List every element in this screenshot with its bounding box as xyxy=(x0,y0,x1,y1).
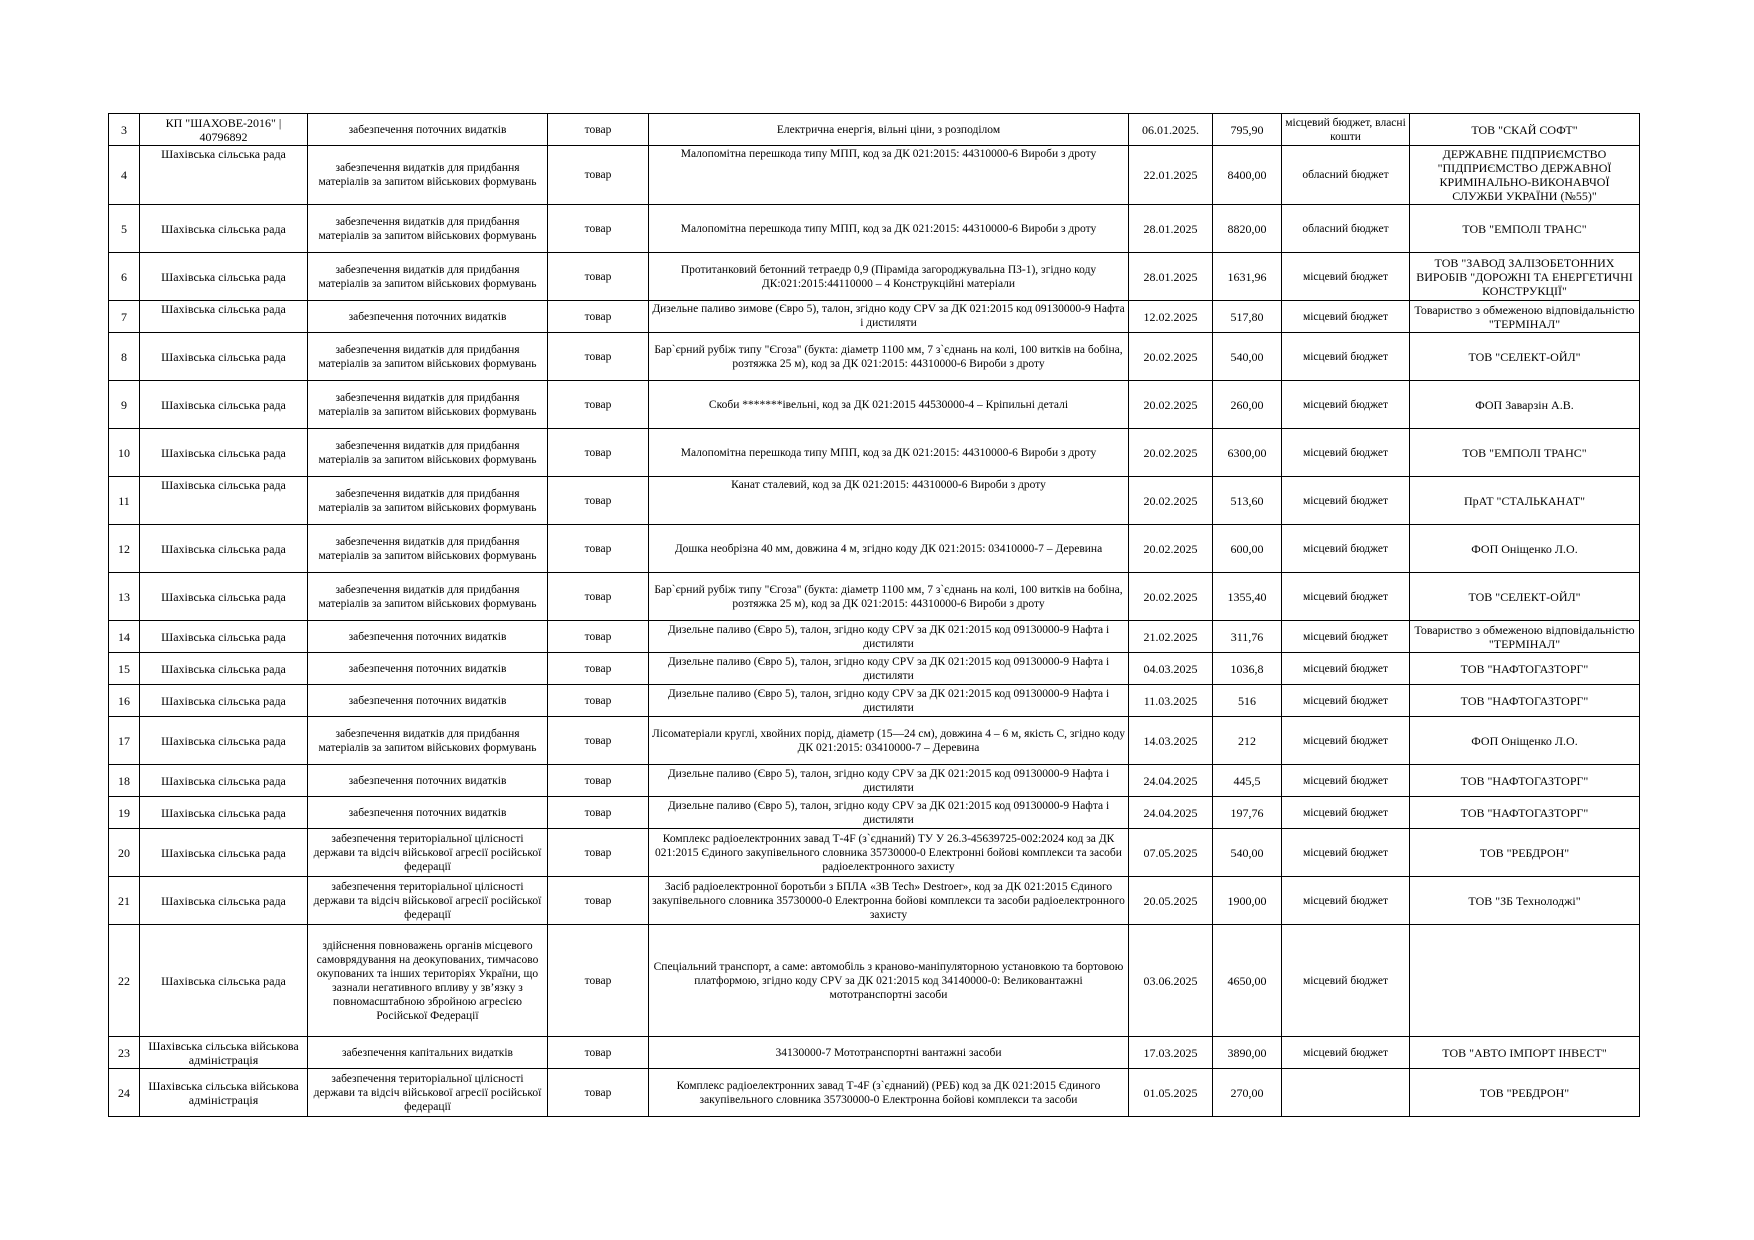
supplier-cell: ФОП Оніщенко Л.О. xyxy=(1410,717,1640,765)
supplier-cell: ТОВ "НАФТОГАЗТОРГ" xyxy=(1410,685,1640,717)
table-row xyxy=(109,1069,1640,1117)
date-cell: 06.01.2025. xyxy=(1129,114,1213,146)
subject-cell: Комплекс радіоелектронних завад Т-4F (з`єднаний) (РЕБ) код за ДК 021:2015 Єдиного закупівельного словника 35730000-0 Електронна бойові комплекси та засоби xyxy=(649,1069,1129,1117)
amount-cell: 1900,00 xyxy=(1213,877,1282,925)
amount-cell: 1631,96 xyxy=(1213,253,1282,301)
customer-cell: Шахівська сільська рада xyxy=(140,525,308,573)
supplier-cell: ТОВ "НАФТОГАЗТОРГ" xyxy=(1410,765,1640,797)
customer-cell: Шахівська сільська рада xyxy=(140,146,308,205)
supplier-cell: ТОВ "АВТО ІМПОРТ ІНВЕСТ" xyxy=(1410,1037,1640,1069)
row-number: 7 xyxy=(109,301,140,333)
row-number: 11 xyxy=(109,477,140,525)
subject-cell: Бар`єрний рубіж типу "Єгоза" (букта: діаметр 1100 мм, 7 з`єднань на колі, 100 витків на бобіна, розтяжка 25 м), код за ДК 021:2015: 44310000-6 Вироби з дроту xyxy=(649,333,1129,381)
funding-source-cell: місцевий бюджет xyxy=(1282,333,1410,381)
supplier-cell: ТОВ "ЕМПОЛІ ТРАНС" xyxy=(1410,429,1640,477)
table-row xyxy=(109,477,1640,525)
date-cell: 03.06.2025 xyxy=(1129,925,1213,1037)
date-cell: 24.04.2025 xyxy=(1129,765,1213,797)
funding-source-cell: місцевий бюджет xyxy=(1282,877,1410,925)
subject-cell: Малопомітна перешкода типу МПП, код за ДК 021:2015: 44310000-6 Вироби з дроту xyxy=(649,146,1129,205)
amount-cell: 8400,00 xyxy=(1213,146,1282,205)
procurement-table xyxy=(108,113,1640,1117)
funding-source-cell: місцевий бюджет xyxy=(1282,429,1410,477)
table-body xyxy=(109,114,1640,1117)
date-cell: 24.04.2025 xyxy=(1129,797,1213,829)
customer-cell: Шахівська сільська рада xyxy=(140,925,308,1037)
purpose-cell: забезпечення видатків для придбання матеріалів за запитом військових формувань xyxy=(308,525,548,573)
type-cell: товар xyxy=(548,925,649,1037)
type-cell: товар xyxy=(548,429,649,477)
table-row xyxy=(109,301,1640,333)
customer-cell: Шахівська сільська рада xyxy=(140,621,308,653)
type-cell: товар xyxy=(548,877,649,925)
amount-cell: 795,90 xyxy=(1213,114,1282,146)
date-cell: 07.05.2025 xyxy=(1129,829,1213,877)
amount-cell: 270,00 xyxy=(1213,1069,1282,1117)
supplier-cell: ТОВ "СЕЛЕКТ-ОЙЛ" xyxy=(1410,573,1640,621)
subject-cell: Комплекс радіоелектронних завад Т-4F (з`єднаний) ТУ У 26.3-45639725-002:2024 код за ДК 021:2015 Єдиного закупівельного словника 35730000-0 Електронні бойові комплекси та засоби радіоелектронного захисту xyxy=(649,829,1129,877)
date-cell: 28.01.2025 xyxy=(1129,205,1213,253)
customer-cell: КП "ШАХОВЕ-2016" | 40796892 xyxy=(140,114,308,146)
type-cell: товар xyxy=(548,621,649,653)
table-row xyxy=(109,797,1640,829)
funding-source-cell: місцевий бюджет xyxy=(1282,765,1410,797)
type-cell: товар xyxy=(548,146,649,205)
purpose-cell: забезпечення видатків для придбання матеріалів за запитом військових формувань xyxy=(308,573,548,621)
purpose-cell: забезпечення територіальної цілісності держави та відсіч військової агресії російської федерації xyxy=(308,1069,548,1117)
amount-cell: 1036,8 xyxy=(1213,653,1282,685)
subject-cell: Малопомітна перешкода типу МПП, код за ДК 021:2015: 44310000-6 Вироби з дроту xyxy=(649,429,1129,477)
type-cell: товар xyxy=(548,829,649,877)
row-number: 23 xyxy=(109,1037,140,1069)
amount-cell: 600,00 xyxy=(1213,525,1282,573)
amount-cell: 6300,00 xyxy=(1213,429,1282,477)
supplier-cell: ТОВ "ЗБ Технолоджі" xyxy=(1410,877,1640,925)
table-row xyxy=(109,1037,1640,1069)
purpose-cell: забезпечення поточних видатків xyxy=(308,301,548,333)
customer-cell: Шахівська сільська рада xyxy=(140,829,308,877)
subject-cell: Лісоматеріали круглі, хвойних порід, діаметр (15—24 см), довжина 4 – 6 м, якість С, згідно коду ДК 021:2015: 03410000-7 – Деревина xyxy=(649,717,1129,765)
date-cell: 20.02.2025 xyxy=(1129,573,1213,621)
amount-cell: 540,00 xyxy=(1213,829,1282,877)
funding-source-cell: місцевий бюджет, власні кошти xyxy=(1282,114,1410,146)
date-cell: 28.01.2025 xyxy=(1129,253,1213,301)
subject-cell: Електрична енергія, вільні ціни, з розподілом xyxy=(649,114,1129,146)
funding-source-cell: місцевий бюджет xyxy=(1282,685,1410,717)
purpose-cell: забезпечення поточних видатків xyxy=(308,114,548,146)
subject-cell: Дошка необрізна 40 мм, довжина 4 м, згідно коду ДК 021:2015: 03410000-7 – Деревина xyxy=(649,525,1129,573)
type-cell: товар xyxy=(548,525,649,573)
subject-cell: Дизельне паливо (Євро 5), талон, згідно коду CPV за ДК 021:2015 код 09130000-9 Нафта і дистиляти xyxy=(649,621,1129,653)
funding-source-cell: місцевий бюджет xyxy=(1282,797,1410,829)
table-row xyxy=(109,653,1640,685)
customer-cell: Шахівська сільська військова адміністрація xyxy=(140,1037,308,1069)
supplier-cell: Товариство з обмеженою відповідальністю "ТЕРМІНАЛ" xyxy=(1410,301,1640,333)
purpose-cell: забезпечення видатків для придбання матеріалів за запитом військових формувань xyxy=(308,205,548,253)
funding-source-cell: місцевий бюджет xyxy=(1282,925,1410,1037)
type-cell: товар xyxy=(548,333,649,381)
amount-cell: 540,00 xyxy=(1213,333,1282,381)
table-row xyxy=(109,829,1640,877)
date-cell: 20.02.2025 xyxy=(1129,429,1213,477)
type-cell: товар xyxy=(548,1069,649,1117)
table-row xyxy=(109,429,1640,477)
purpose-cell: забезпечення видатків для придбання матеріалів за запитом військових формувань xyxy=(308,717,548,765)
table-row xyxy=(109,333,1640,381)
funding-source-cell: місцевий бюджет xyxy=(1282,829,1410,877)
type-cell: товар xyxy=(548,1037,649,1069)
row-number: 21 xyxy=(109,877,140,925)
table-row xyxy=(109,717,1640,765)
funding-source-cell xyxy=(1282,1069,1410,1117)
type-cell: товар xyxy=(548,205,649,253)
date-cell: 21.02.2025 xyxy=(1129,621,1213,653)
row-number: 5 xyxy=(109,205,140,253)
date-cell: 20.02.2025 xyxy=(1129,381,1213,429)
type-cell: товар xyxy=(548,301,649,333)
subject-cell: Малопомітна перешкода типу МПП, код за ДК 021:2015: 44310000-6 Вироби з дроту xyxy=(649,205,1129,253)
customer-cell: Шахівська сільська рада xyxy=(140,653,308,685)
table-row xyxy=(109,205,1640,253)
customer-cell: Шахівська сільська рада xyxy=(140,429,308,477)
supplier-cell: ТОВ "ЕМПОЛІ ТРАНС" xyxy=(1410,205,1640,253)
supplier-cell: ДЕРЖАВНЕ ПІДПРИЄМСТВО "ПІДПРИЄМСТВО ДЕРЖАВНОЇ КРИМІНАЛЬНО-ВИКОНАВЧОЇ СЛУЖБИ УКРАЇНИ (№55)" xyxy=(1410,146,1640,205)
row-number: 8 xyxy=(109,333,140,381)
row-number: 3 xyxy=(109,114,140,146)
subject-cell: Дизельне паливо (Євро 5), талон, згідно коду CPV за ДК 021:2015 код 09130000-9 Нафта і дистиляти xyxy=(649,685,1129,717)
purpose-cell: забезпечення видатків для придбання матеріалів за запитом військових формувань xyxy=(308,477,548,525)
table-row xyxy=(109,765,1640,797)
subject-cell: Дизельне паливо (Євро 5), талон, згідно коду CPV за ДК 021:2015 код 09130000-9 Нафта і дистиляти xyxy=(649,797,1129,829)
row-number: 13 xyxy=(109,573,140,621)
date-cell: 20.02.2025 xyxy=(1129,477,1213,525)
subject-cell: Протитанковий бетонний тетраедр 0,9 (Піраміда загороджувальна ПЗ-1), згідно коду ДК:021:2015:44110000 – 4 Конструкційні матеріали xyxy=(649,253,1129,301)
type-cell: товар xyxy=(548,114,649,146)
date-cell: 14.03.2025 xyxy=(1129,717,1213,765)
row-number: 22 xyxy=(109,925,140,1037)
supplier-cell: ТОВ "СЕЛЕКТ-ОЙЛ" xyxy=(1410,333,1640,381)
date-cell: 22.01.2025 xyxy=(1129,146,1213,205)
type-cell: товар xyxy=(548,685,649,717)
row-number: 24 xyxy=(109,1069,140,1117)
type-cell: товар xyxy=(548,765,649,797)
table-row xyxy=(109,381,1640,429)
customer-cell: Шахівська сільська рада xyxy=(140,765,308,797)
customer-cell: Шахівська сільська рада xyxy=(140,253,308,301)
row-number: 9 xyxy=(109,381,140,429)
type-cell: товар xyxy=(548,653,649,685)
supplier-cell: ТОВ "СКАЙ СОФТ" xyxy=(1410,114,1640,146)
row-number: 10 xyxy=(109,429,140,477)
funding-source-cell: місцевий бюджет xyxy=(1282,381,1410,429)
supplier-cell: ТОВ "РЕБДРОН" xyxy=(1410,1069,1640,1117)
subject-cell: Дизельне паливо (Євро 5), талон, згідно коду CPV за ДК 021:2015 код 09130000-9 Нафта і дистиляти xyxy=(649,765,1129,797)
table-row xyxy=(109,525,1640,573)
date-cell: 01.05.2025 xyxy=(1129,1069,1213,1117)
row-number: 19 xyxy=(109,797,140,829)
subject-cell: Засіб радіоелектронної боротьби з БПЛА «ЗВ Tech» Destroer», код за ДК 021:2015 Єдиного закупівельного словника 35730000-0 Електронна бойові комплекси та засоби радіоелектронного захисту xyxy=(649,877,1129,925)
row-number: 15 xyxy=(109,653,140,685)
purpose-cell: забезпечення поточних видатків xyxy=(308,797,548,829)
table-row xyxy=(109,253,1640,301)
amount-cell: 4650,00 xyxy=(1213,925,1282,1037)
date-cell: 04.03.2025 xyxy=(1129,653,1213,685)
supplier-cell xyxy=(1410,925,1640,1037)
table-row xyxy=(109,146,1640,205)
purpose-cell: забезпечення поточних видатків xyxy=(308,685,548,717)
funding-source-cell: місцевий бюджет xyxy=(1282,621,1410,653)
supplier-cell: Товариство з обмеженою відповідальністю "ТЕРМІНАЛ" xyxy=(1410,621,1640,653)
customer-cell: Шахівська сільська рада xyxy=(140,381,308,429)
subject-cell: Дизельне паливо зимове (Євро 5), талон, згідно коду CPV за ДК 021:2015 код 09130000-9 Нафта і дистиляти xyxy=(649,301,1129,333)
type-cell: товар xyxy=(548,381,649,429)
table-row xyxy=(109,685,1640,717)
row-number: 14 xyxy=(109,621,140,653)
row-number: 18 xyxy=(109,765,140,797)
purpose-cell: забезпечення територіальної цілісності держави та відсіч військової агресії російської федерації xyxy=(308,829,548,877)
purpose-cell: забезпечення територіальної цілісності держави та відсіч військової агресії російської федерації xyxy=(308,877,548,925)
amount-cell: 517,80 xyxy=(1213,301,1282,333)
type-cell: товар xyxy=(548,573,649,621)
supplier-cell: ТОВ "РЕБДРОН" xyxy=(1410,829,1640,877)
funding-source-cell: місцевий бюджет xyxy=(1282,653,1410,685)
purpose-cell: забезпечення поточних видатків xyxy=(308,621,548,653)
amount-cell: 445,5 xyxy=(1213,765,1282,797)
funding-source-cell: місцевий бюджет xyxy=(1282,253,1410,301)
date-cell: 20.02.2025 xyxy=(1129,333,1213,381)
row-number: 12 xyxy=(109,525,140,573)
supplier-cell: ПрАТ "СТАЛЬКАНАТ" xyxy=(1410,477,1640,525)
supplier-cell: ТОВ "НАФТОГАЗТОРГ" xyxy=(1410,653,1640,685)
purpose-cell: забезпечення видатків для придбання матеріалів за запитом військових формувань xyxy=(308,429,548,477)
customer-cell: Шахівська сільська рада xyxy=(140,573,308,621)
funding-source-cell: місцевий бюджет xyxy=(1282,573,1410,621)
table-row xyxy=(109,877,1640,925)
table-row xyxy=(109,925,1640,1037)
type-cell: товар xyxy=(548,717,649,765)
purpose-cell: забезпечення капітальних видатків xyxy=(308,1037,548,1069)
row-number: 4 xyxy=(109,146,140,205)
subject-cell: Канат сталевий, код за ДК 021:2015: 44310000-6 Вироби з дроту xyxy=(649,477,1129,525)
type-cell: товар xyxy=(548,797,649,829)
row-number: 6 xyxy=(109,253,140,301)
type-cell: товар xyxy=(548,477,649,525)
supplier-cell: ТОВ "ЗАВОД ЗАЛІЗОБЕТОННИХ ВИРОБІВ "ДОРОЖНІ ТА ЕНЕРГЕТИЧНІ КОНСТРУКЦІЇ" xyxy=(1410,253,1640,301)
customer-cell: Шахівська сільська рада xyxy=(140,477,308,525)
subject-cell: Скоби *******івельні, код за ДК 021:2015 44530000-4 – Кріпильні деталі xyxy=(649,381,1129,429)
table-row xyxy=(109,573,1640,621)
amount-cell: 3890,00 xyxy=(1213,1037,1282,1069)
customer-cell: Шахівська сільська рада xyxy=(140,797,308,829)
date-cell: 20.05.2025 xyxy=(1129,877,1213,925)
row-number: 20 xyxy=(109,829,140,877)
purpose-cell: забезпечення видатків для придбання матеріалів за запитом військових формувань xyxy=(308,253,548,301)
funding-source-cell: місцевий бюджет xyxy=(1282,1037,1410,1069)
amount-cell: 8820,00 xyxy=(1213,205,1282,253)
amount-cell: 513,60 xyxy=(1213,477,1282,525)
funding-source-cell: місцевий бюджет xyxy=(1282,717,1410,765)
amount-cell: 197,76 xyxy=(1213,797,1282,829)
row-number: 16 xyxy=(109,685,140,717)
funding-source-cell: місцевий бюджет xyxy=(1282,525,1410,573)
amount-cell: 311,76 xyxy=(1213,621,1282,653)
customer-cell: Шахівська сільська рада xyxy=(140,301,308,333)
supplier-cell: ФОП Оніщенко Л.О. xyxy=(1410,525,1640,573)
supplier-cell: ФОП Заварзін А.В. xyxy=(1410,381,1640,429)
funding-source-cell: місцевий бюджет xyxy=(1282,477,1410,525)
amount-cell: 516 xyxy=(1213,685,1282,717)
funding-source-cell: місцевий бюджет xyxy=(1282,301,1410,333)
purpose-cell: забезпечення видатків для придбання матеріалів за запитом військових формувань xyxy=(308,381,548,429)
amount-cell: 212 xyxy=(1213,717,1282,765)
customer-cell: Шахівська сільська рада xyxy=(140,877,308,925)
customer-cell: Шахівська сільська рада xyxy=(140,333,308,381)
type-cell: товар xyxy=(548,253,649,301)
date-cell: 17.03.2025 xyxy=(1129,1037,1213,1069)
customer-cell: Шахівська сільська військова адміністрація xyxy=(140,1069,308,1117)
subject-cell: 34130000-7 Мототранспортні вантажні засоби xyxy=(649,1037,1129,1069)
amount-cell: 1355,40 xyxy=(1213,573,1282,621)
subject-cell: Бар`єрний рубіж типу "Єгоза" (букта: діаметр 1100 мм, 7 з`єднань на колі, 100 витків на бобіна, розтяжка 25 м), код за ДК 021:2015: 44310000-6 Вироби з дроту xyxy=(649,573,1129,621)
amount-cell: 260,00 xyxy=(1213,381,1282,429)
row-number: 17 xyxy=(109,717,140,765)
table-row xyxy=(109,114,1640,146)
purpose-cell: здійснення повноважень органів місцевого самоврядування на деокупованих, тимчасово окупованих та інших територіях України, що зазнали негативного впливу у зв’язку з повномасштабною збройною агресією Російської Федерації xyxy=(308,925,548,1037)
purpose-cell: забезпечення поточних видатків xyxy=(308,765,548,797)
table-row xyxy=(109,621,1640,653)
date-cell: 20.02.2025 xyxy=(1129,525,1213,573)
purpose-cell: забезпечення видатків для придбання матеріалів за запитом військових формувань xyxy=(308,146,548,205)
subject-cell: Дизельне паливо (Євро 5), талон, згідно коду CPV за ДК 021:2015 код 09130000-9 Нафта і дистиляти xyxy=(649,653,1129,685)
purpose-cell: забезпечення видатків для придбання матеріалів за запитом військових формувань xyxy=(308,333,548,381)
funding-source-cell: обласний бюджет xyxy=(1282,205,1410,253)
subject-cell: Спеціальний транспорт, а саме: автомобіль з краново-маніпуляторною установкою та бортовою платформою, згідно коду CPV за ДК 021:2015 код 34140000-0: Великовантажні мототранспортні засоби xyxy=(649,925,1129,1037)
customer-cell: Шахівська сільська рада xyxy=(140,717,308,765)
purpose-cell: забезпечення поточних видатків xyxy=(308,653,548,685)
date-cell: 11.03.2025 xyxy=(1129,685,1213,717)
supplier-cell: ТОВ "НАФТОГАЗТОРГ" xyxy=(1410,797,1640,829)
customer-cell: Шахівська сільська рада xyxy=(140,205,308,253)
date-cell: 12.02.2025 xyxy=(1129,301,1213,333)
customer-cell: Шахівська сільська рада xyxy=(140,685,308,717)
funding-source-cell: обласний бюджет xyxy=(1282,146,1410,205)
